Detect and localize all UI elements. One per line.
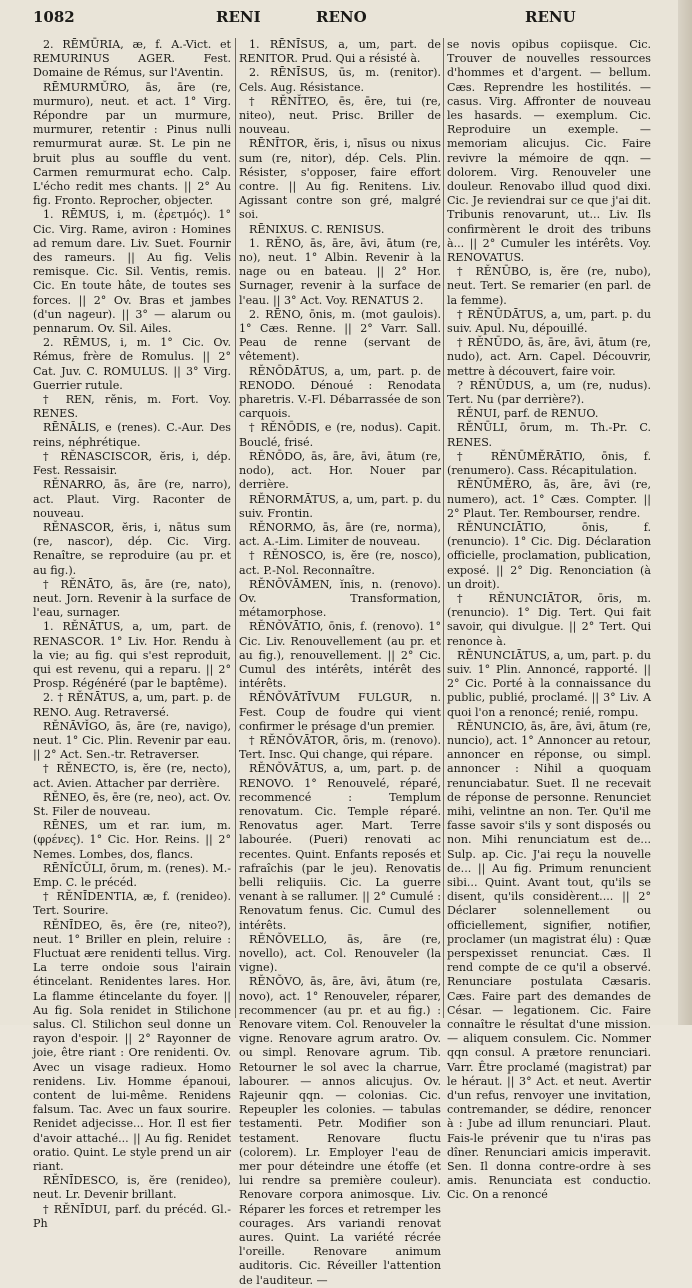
- dictionary-entry: RĔNĀVĬGO, ās, āre (re, navigo), neut. 1° Cic. Plin. Revenir par eau. || 2° Act. Sen.-tr. Retraverser.: [33, 719, 231, 762]
- dictionary-entry: † RĔNŪBO, is, ĕre (re, nubo), neut. Tert. Se remarier (en parl. de la femme).: [447, 265, 651, 307]
- dictionary-entry: se novis opibus copiisque. Cic. Trouver de nouvelles ressources d'hommes et d'argent. — bellum. Cæs. Reprendre les hostilités. — casus. Virg. Affronter de nouveau les hasards. — exemplum. Cic. Reproduire un exemple. — memoriam alicujus. Cic. Faire revivre la mémoire de qqn. — dolorem. Virg. Renouveler une douleur. Renovabo illud quod dixi. Cic. Je reviendrai sur ce que j'ai dit. Tribunis renovarunt, ut... Liv. Ils confirmèrent le droit des tribuns à... || 2° Cumuler les intérêts. Voy. RENOVATUS.: [447, 38, 651, 265]
- dictionary-entry: RĒMURMŬRO, ās, āre (re, murmuro), neut. et act. 1° Virg. Répondre par un murmure, murmurer, retentir : Pinus nulli remurmurat auræ. St. Le pin ne bruit plus au souffle du vent. Carmen remurmurat echo. Calp. L'écho redit mes chants. || 2° Au fig. Fronto. Reprocher, objecter.: [33, 80, 231, 208]
- dictionary-entry: RĔNŌVĀMEN, ĭnis, n. (renovo). Ov. Transformation, métamorphose.: [239, 577, 441, 620]
- dictionary-entry: RĔNŎVĀTĪVUM FULGUR, n. Fest. Coup de foudre qui vient confirmer le présage d'un premier.: [239, 691, 441, 733]
- dictionary-entry: † RĔNĪDUI, parf. du précéd. Gl.-Ph: [33, 1202, 231, 1230]
- dictionary-entry: RĔNĪDESCO, is, ĕre (renideo), neut. Lr. Devenir brillant.: [33, 1174, 231, 1202]
- dictionary-entry: † RĔNECTO, is, ĕre (re, necto), act. Avien. Attacher par derrière.: [33, 762, 231, 790]
- dictionary-entry: RĔNŪLI, ōrum, m. Th.-Pr. C. RENES.: [447, 421, 651, 449]
- dictionary-entry: 1. RĔNĀTUS, a, um, part. de RENASCOR. 1° Liv. Hor. Rendu à la vie; au fig. qui s'est reproduit, qui est revenu, qui a reparu. || 2° Prosp. Régénéré (par le baptême).: [33, 620, 231, 691]
- page-edge: [678, 0, 692, 1025]
- dictionary-entry: 2. RĒMUS, i, m. 1° Cic. Ov. Rémus, frère de Romulus. || 2° Cat. Juv. C. ROMULUS. || 3° Virg. Guerrier rutule.: [33, 336, 231, 392]
- dictionary-entry: RĔNEO, ēs, ēre (re, neo), act. Ov. St. Filer de nouveau.: [33, 790, 231, 818]
- dictionary-entry: 1. RĒNĪSUS, a, um, part. de RENITOR. Prud. Qui a résisté à.: [239, 38, 441, 66]
- dictionary-entry: RĔNORMĀTUS, a, um, part. p. du suiv. Frontin.: [239, 492, 441, 520]
- dictionary-entry: RĔNUNCIO, ās, āre, āvi, ātum (re, nuncio), act. 1° Annoncer au retour, annoncer en réponse, ou simpl. annoncer : Nihil a quoquam renunciabatur. Suet. Il ne recevait de réponse de personne. Renunciet mihi, velintne an non. Ter. Qu'il me fasse savoir s'ils y sont disposés ou non. Mihi renunciatum est de... Sulp. ap. Cic. J'ai reçu la nouvelle de... || Au fig. Primum renuncient sibi... Quint. Avant tout, qu'ils se disent, qu'ils considèrent.... || 2° Déclarer solennellement ou officiellement, signifier, notifier, proclamer (un magistrat élu) : Quæ perspexisset renunciat. Cæs. Il rend compte de ce qu'il a observé. Renunciare postulata Cæsaris. Cæs. Faire part des demandes de César. — legationem. Cic. Faire connaître le résultat d'une mission. — aliquem consulem. Cic. Nommer qqn consul. A prætore renunciari. Varr. Être proclamé (magistrat) par le héraut. || 3° Act. et neut. Avertir d'un refus, renvoyer une invitation, contremander, se dédire, renoncer à : Jube ad illum renunciari. Plaut. Fais-le prévenir que tu n'iras pas dîner. Renunciari amicis imperavit. Sen. Il donna contre-ordre à ses amis. Renunciata est conductio. Cic. On a renoncé: [447, 719, 651, 1202]
- dictionary-entry: RĔNĪDEO, ēs, ēre (re, niteo?), neut. 1° Briller en plein, reluire : Fluctuat ære renidenti tellus. Virg. La terre ondoie sous l'airain étincelant. Renidentes lares. Hor. La flamme étincelante du foyer. || Au fig. Sola renidet in Stilichone salus. Cl. Stilichon seul donne un rayon d'espoir. || 2° Rayonner de joie, être riant : Ore renidenti. Ov. Avec un visage radieux. Homo renidens. Liv. Homme épanoui, content de lui-même. Renidens falsum. Tac. Avec un faux sourire. Renidet adjecisse... Hor. Il est fier d'avoir attaché... || Au fig. Renidet oratio. Quint. Le style prend un air riant.: [33, 918, 231, 1174]
- dictionary-entry: RĔNASCOR, ĕris, i, nātus sum (re, nascor), dép. Cic. Virg. Renaître, se reproduire (au pr. et au fig.).: [33, 520, 231, 577]
- column-divider: [235, 38, 236, 1018]
- dictionary-entry: † RĔNOSCO, is, ĕre (re, nosco), act. P.-Nol. Reconnaître.: [239, 549, 441, 577]
- dictionary-entry: RĔNŪMĔRO, ās, āre, āvi (re, numero), act. 1° Cæs. Compter. || 2° Plaut. Ter. Rembourser, rendre.: [447, 478, 651, 520]
- dictionary-entry: 2. RĒNO, ōnis, m. (mot gaulois). 1° Cæs. Renne. || 2° Varr. Sall. Peau de renne (servant de vêtement).: [239, 307, 441, 364]
- dictionary-entry: † RĔNŪDĀTUS, a, um, part. p. du suiv. Apul. Nu, dépouillé.: [447, 307, 651, 336]
- dictionary-entry: 1. RĒMUS, i, m. (ἐρετμός). 1° Cic. Virg. Rame, aviron : Homines ad remum dare. Liv. Suet. Fournir des rameurs. || Au fig. Velis remisque. Cic. Sil. Ventis, remis. Cic. En toute hâte, de toutes ses forces. || 2° Ov. Bras et jambes (d'un nageur). || 3° — alarum ou pennarum. Ov. Sil. Ailes.: [33, 208, 231, 336]
- guide-word-left: RENI: [216, 8, 261, 26]
- guide-word-right: RENU: [525, 8, 576, 26]
- dictionary-entry: RĔNŌDĀTUS, a, um, part. p. de RENODO. Dénoué : Renodata pharetris. V.-Fl. Débarrassée de son carquois.: [239, 364, 441, 421]
- dictionary-entry: RĒNIXUS. C. RENISUS.: [249, 222, 385, 236]
- dictionary-entry: † RĔNĬTEO, ēs, ēre, tui (re, niteo), neut. Prisc. Briller de nouveau.: [239, 94, 441, 137]
- dictionary-entry: † RĔNASCISCOR, ĕris, i, dép. Fest. Ressaisir.: [33, 449, 231, 478]
- dictionary-entry: RĔNŎVO, ās, āre, āvi, ātum (re, novo), act. 1° Renouveler, réparer, recommencer (au pr. et au fig.) : Renovare vitem. Col. Renouveler la vigne. Renovare agrum aratro. Ov. ou simpl. Renovare agrum. Tib. Retourner le sol avec la charrue, labourer. — annos alicujus. Ov. Rajeunir qqn. — colonias. Cic. Repeupler les colonies. — tabulas testamenti. Petr. Modifier son testament. Renovare fluctu (colorem). Lr. Employer l'eau de mer pour déteindre une étoffe (et lui rendre sa première couleur). Renovare corpora animosque. Liv. Réparer les forces et retremper les courages. Ars variandi renovat aures. Quint. La variété récrée l'oreille. Renovare animum auditoris. Cic. Réveiller l'attention de l'auditeur. —: [239, 975, 441, 1287]
- dictionary-entry: RĔNŎVELLO, ās, āre (re, novello), act. Col. Renouveler (la vigne).: [239, 932, 441, 975]
- dictionary-entry: 1. RĔNO, ās, āre, āvi, ātum (re, no), neut. 1° Albin. Revenir à la nage ou en bateau. || 2° Hor. Surnager, revenir à la surface de l'eau. || 3° Act. Voy. RENATUS 2.: [239, 236, 441, 307]
- dictionary-entry: † RĔNŪMĔRĀTIO, ōnis, f. (renumero). Cass. Récapitulation.: [447, 449, 651, 478]
- dictionary-entry: 2. † RĔNĀTUS, a, um, part. p. de RENO. Aug. Retraversé.: [33, 691, 231, 719]
- running-header: [0, 8, 692, 30]
- dictionary-entry: † RĔNŪDO, ās, āre, āvi, ātum (re, nudo), act. Arn. Capel. Découvrir, mettre à découvert, faire voir.: [447, 336, 651, 378]
- column-divider: [443, 38, 444, 1018]
- dictionary-entry: RĔNUNCIĀTUS, a, um, part. p. du suiv. 1° Plin. Annoncé, rapporté. || 2° Cic. Porté à la connaissance du public, publié, proclamé. || 3° Liv. A quoi l'on a renoncé; renié, rompu.: [447, 648, 651, 719]
- dictionary-entry: RĔNUI, parf. de RENUO.: [457, 407, 599, 421]
- dictionary-entry: RĔNŌDO, ās, āre, āvi, ātum (re, nodo), act. Hor. Nouer par derrière.: [239, 449, 441, 492]
- dictionary-entry: † RĔNŌDIS, e (re, nodus). Capit. Bouclé, frisé.: [239, 421, 441, 449]
- column-right: [447, 38, 651, 1202]
- dictionary-entry: RĔNŎVĀTIO, ōnis, f. (renovo). 1° Cic. Liv. Renouvellement (au pr. et au fig.), renouvellement. || 2° Cic. Cumul des intérêts, intérêt des intérêts.: [239, 620, 441, 691]
- guide-word-center: RENO: [316, 8, 367, 26]
- dictionary-entry: † RĔNUNCIĀTOR, ōris, m. (renuncio). 1° Dig. Tert. Qui fait savoir, qui divulgue. || 2° Tert. Qui renonce à.: [447, 591, 651, 648]
- dictionary-entry: 2. RĒNĪSUS, ūs, m. (renitor). Cels. Aug. Résistance.: [239, 66, 441, 94]
- column-left: [33, 38, 231, 1230]
- dictionary-entry: RĔNUNCIĀTIO, ōnis, f. (renuncio). 1° Cic. Dig. Déclaration officielle, proclamation, publication, exposé. || 2° Dig. Renonciation (à un droit).: [447, 520, 651, 591]
- dictionary-entry: † REN, rĕnis, m. Fort. Voy. RENES.: [33, 393, 231, 421]
- dictionary-entry: 2. RĒMŪRIA, æ, f. A.-Vict. et REMURINUS AGER. Fest. Domaine de Rémus, sur l'Aventin.: [33, 38, 231, 80]
- dictionary-entry: RĔNŎVĀTUS, a, um, part. p. de RENOVO. 1° Renouvelé, réparé, recommencé : Templum renovatum. Cic. Temple réparé. Renovatus ager. Mart. Terre labourée. (Pueri) renovati ac recentes. Quint. Enfants reposés et rafraîchis (par le jeu). Renovatis belli reliquiis. Cic. La guerre venant à se rallumer. || 2° Cumulé : Renovatum fenus. Cic. Cumul des intérêts.: [239, 762, 441, 932]
- dictionary-entry: RĔNARRO, ās, āre (re, narro), act. Plaut. Virg. Raconter de nouveau.: [33, 478, 231, 520]
- page-number: 1082: [33, 8, 75, 26]
- dictionary-entry: † RĔNĀTO, ās, āre (re, nato), neut. Jorn. Revenir à la surface de l'eau, surnager.: [33, 577, 231, 620]
- dictionary-entry: RĒNĀLIS, e (renes). C.-Aur. Des reins, néphrétique.: [33, 421, 231, 449]
- dictionary-entry: † RĔNĪDENTIA, æ, f. (renideo). Tert. Sourire.: [33, 890, 231, 918]
- dictionary-entry: † RĔNŎVĀTOR, ōris, m. (renovo). Tert. Insc. Qui change, qui répare.: [239, 733, 441, 762]
- dictionary-entry: RĔNORMO, ās, āre (re, norma), act. A.-Lim. Limiter de nouveau.: [239, 520, 441, 549]
- dictionary-entry: RĒNES, um et rar. ium, m. (φρένες). 1° Cic. Hor. Reins. || 2° Nemes. Lombes, dos, flancs.: [33, 819, 231, 861]
- column-middle: [239, 38, 441, 1287]
- dictionary-entry: RĒNĪTOR, ĕris, i, nīsus ou nixus sum (re, nitor), dép. Cels. Plin. Résister, s'opposer, faire effort contre. || Au fig. Renitens. Liv. Agissant contre son gré, malgré soi.: [239, 137, 441, 222]
- dictionary-entry: ? RĔNŪDUS, a, um (re, nudus). Tert. Nu (par derrière?).: [447, 378, 651, 407]
- dictionary-entry: RĒNĬCŬLI, ōrum, m. (renes). M.-Emp. C. le précéd.: [33, 861, 231, 889]
